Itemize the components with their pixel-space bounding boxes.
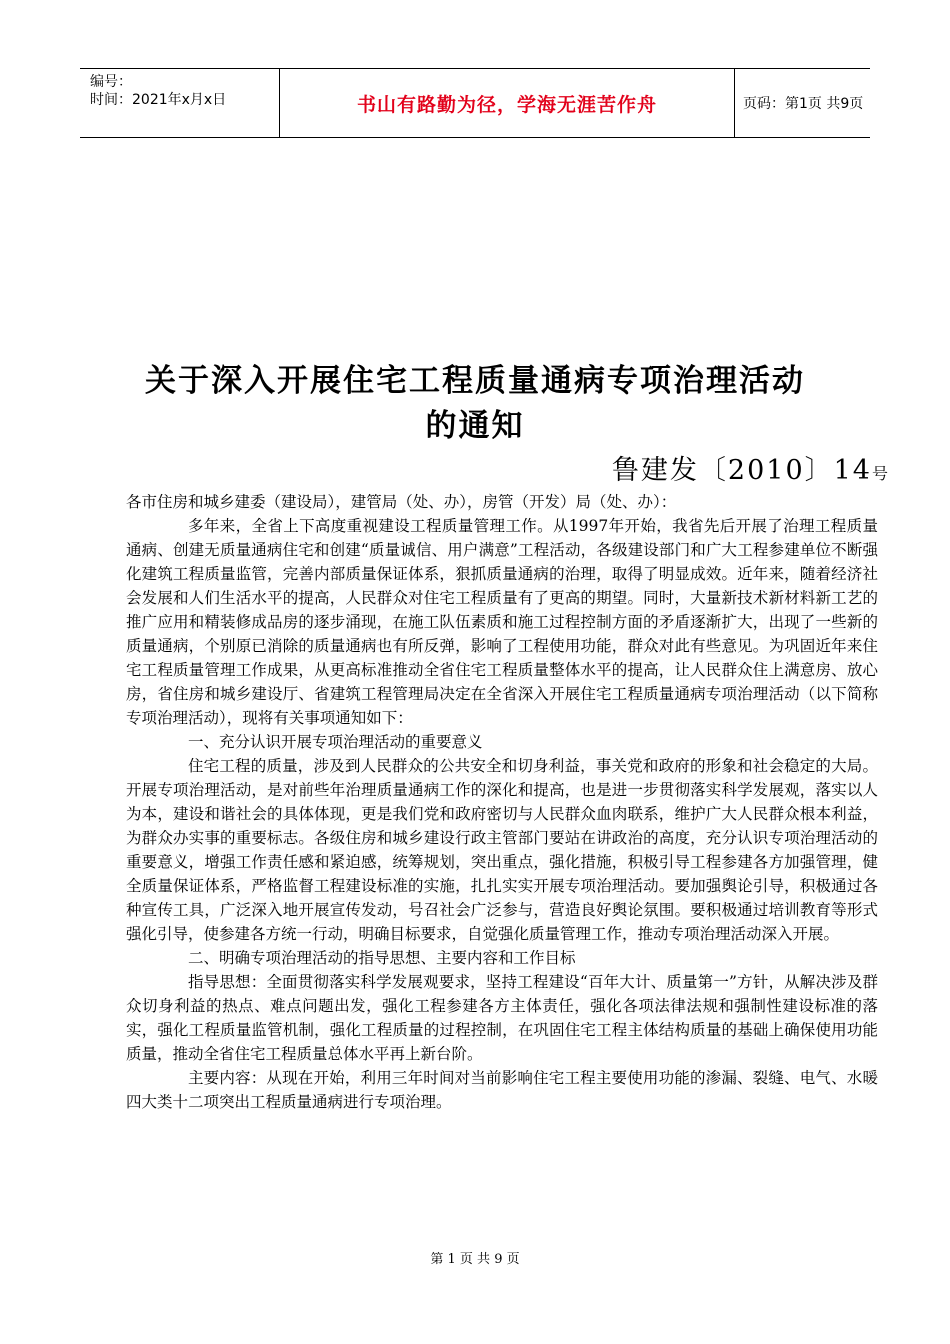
body-paragraph: 指导思想：全面贯彻落实科学发展观要求，坚持工程建设“百年大计、质量第一”方针，从解决涉及群众切身利益的热点、难点问题出发，强化工程参建各方主体责任，强化各项法律法规和强制性建设标准的落实，强化工程质量监管机制，强化工程质量的过程控制，在巩固住宅工程主体结构质量的基础上确保使用功能质量，推动全省住宅工程质量总体水平再上新台阶。 [126,973,878,1063]
salutation: 各市住房和城乡建委（建设局），建管局（处、办），房管（开发）局（处、办）： [126,493,677,511]
doc-body [126,490,878,1114]
page-footer: 第 1 页 共 9 页 [430,1252,520,1267]
section-heading: 一、充分认识开展专项治理活动的重要意义 [188,733,483,751]
header-meta [80,69,280,137]
section-heading: 二、明确专项治理活动的指导思想、主要内容和工作目标 [188,949,576,967]
doc-number-suffix: 号 [871,464,888,483]
doc-title-line1: 关于深入开展住宅工程质量通病专项治理活动 [145,363,805,399]
document-header [80,68,870,138]
header-date-label: 时间：2021年x月x日 [90,92,227,108]
body-paragraph: 住宅工程的质量，涉及到人民群众的公共安全和切身利益，事关党和政府的形象和社会稳定的大局。开展专项治理活动，是对前些年治理质量通病工作的深化和提高，也是进一步贯彻落实科学发展观，落实以人为本，建设和谐社会的具体体现，更是我们党和政府密切与人民群众血肉联系，维护广大人民群众根本利益，为群众办实事的重要标志。各级住房和城乡建设行政主管部门要站在讲政治的高度，充分认识专项治理活动的重要意义，增强工作责任感和紧迫感，统筹规划，突出重点，强化措施，积极引导工程参建各方加强管理，健全质量保证体系，严格监督工程建设标准的实施，扎扎实实开展专项治理活动。要加强舆论引导，积极通过各种宣传工具，广泛深入地开展宣传发动，号召社会广泛参与，营造良好舆论氛围。要积极通过培训教育等形式强化引导，使参建各方统一行动，明确目标要求，自觉强化质量管理工作，推动专项治理活动深入开展。 [126,757,878,943]
header-slogan-cell [280,69,735,137]
header-code-label: 编号： [90,74,132,90]
header-page-cell [735,69,870,137]
body-paragraph: 多年来，全省上下高度重视建设工程质量管理工作。从1997年开始，我省先后开展了治理工程质量通病、创建无质量通病住宅和创建“质量诚信、用户满意”工程活动，各级建设部门和广大工程参建单位不断强化建筑工程质量监管，完善内部质量保证体系，狠抓质量通病的治理，取得了明显成效。近年来，随着经济社会发展和人们生活水平的提高，人民群众对住宅工程质量有了更高的期望。同时，大量新技术新材料新工艺的推广应用和精装修成品房的逐步涌现，在施工队伍素质和施工过程控制方面的矛盾逐渐扩大，出现了一些新的质量通病，个别原已消除的质量通病也有所反弹，影响了工程使用功能，群众对此有些意见。为巩固近年来住宅工程质量管理工作成果，从更高标准推动全省住宅工程质量整体水平的提高，让人民群众住上满意房、放心房，省住房和城乡建设厅、省建筑工程管理局决定在全省深入开展住宅工程质量通病专项治理活动（以下简称专项治理活动），现将有关事项通知如下： [126,517,878,727]
doc-number [612,448,888,487]
header-page-label: 页码：第1页 共9页 [743,96,864,112]
doc-title-line2: 的通知 [425,408,525,444]
doc-number-main: 鲁建发〔2010〕14 [611,455,872,486]
header-slogan: 书山有路勤为径，学海无涯苦作舟 [356,93,657,116]
body-paragraph: 主要内容：从现在开始，利用三年时间对当前影响住宅工程主要使用功能的渗漏、裂缝、电气、水暖四大类十二项突出工程质量通病进行专项治理。 [126,1069,878,1111]
